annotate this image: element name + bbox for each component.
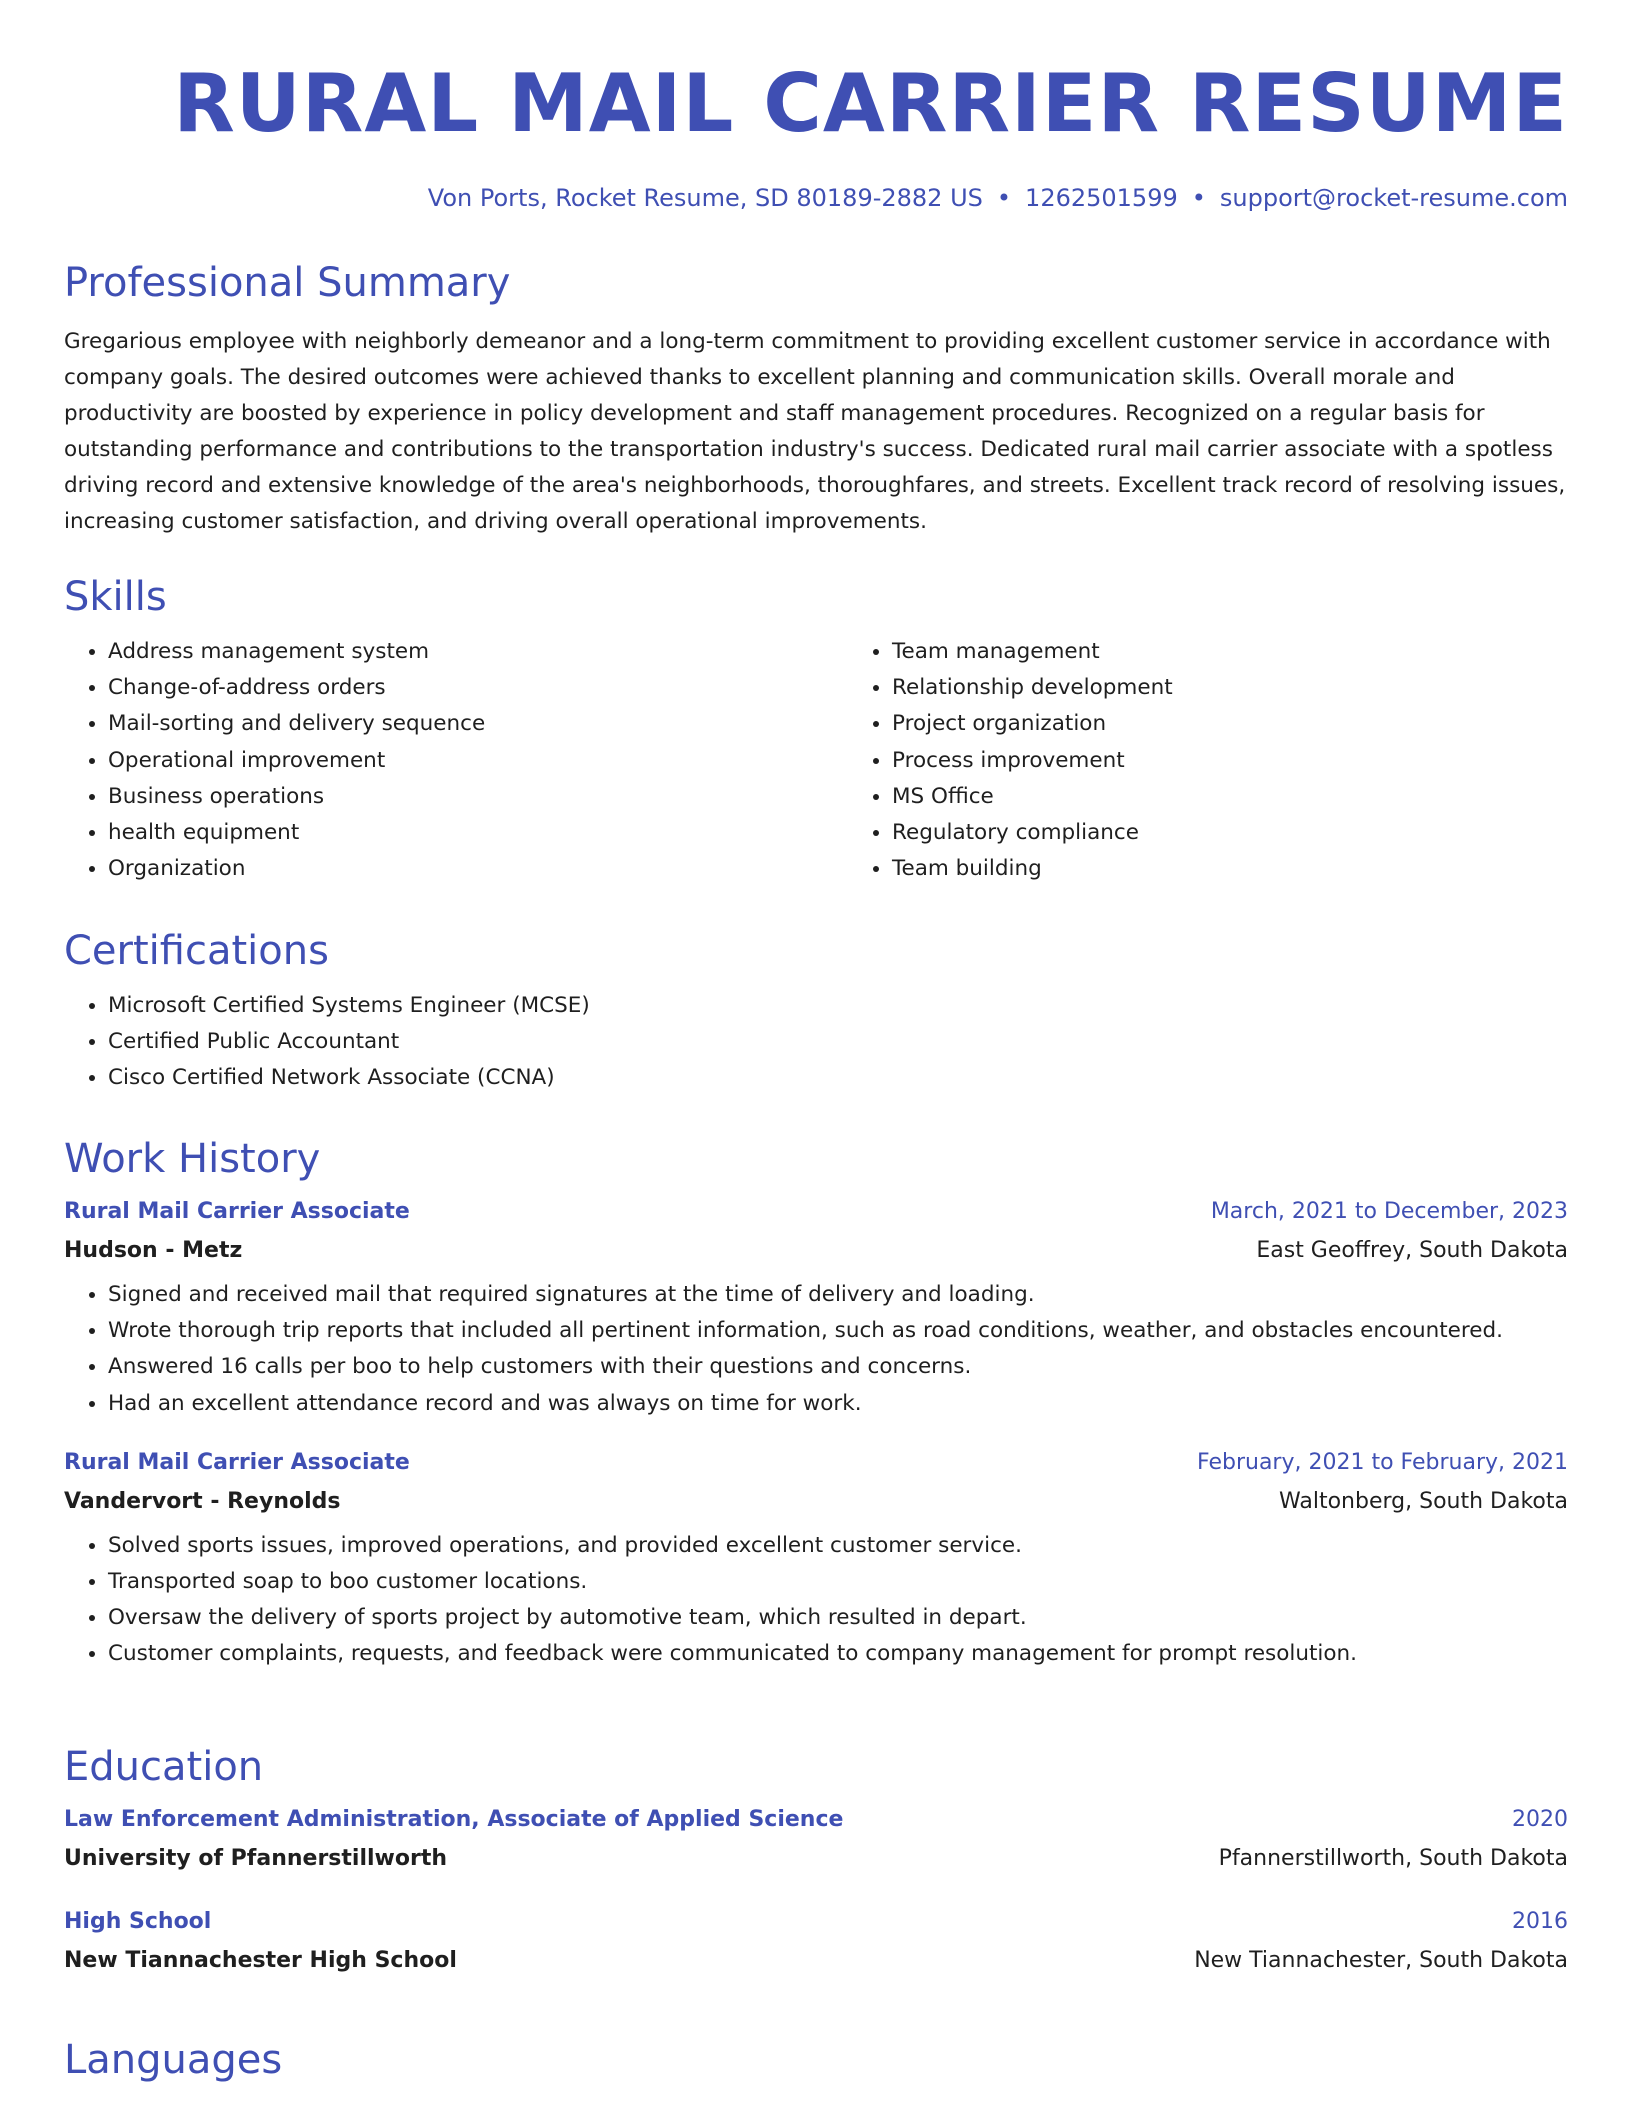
contact-phone: 1262501599: [1025, 184, 1178, 212]
certifications-section: [64, 926, 1568, 1097]
job-header: [64, 1196, 1568, 1228]
contact-separator: •: [1191, 184, 1206, 212]
education-location: Pfannerstillworth, South Dakota: [1218, 1846, 1568, 1871]
job-bullet: • Oversaw the delivery of sports project by automotive team, which resulted in depart.: [108, 1600, 1568, 1636]
job-location: East Geoffrey, South Dakota: [1256, 1238, 1568, 1263]
job-company: Vandervort - Reynolds: [64, 1488, 341, 1514]
job-bullets: [64, 1277, 1568, 1422]
job-bullet: • Signed and received mail that required signatures at the time of delivery and loading.: [108, 1277, 1568, 1313]
education-degree: Law Enforcement Administration, Associate of Applied Science: [64, 1807, 844, 1832]
job-bullet: • Solved sports issues, improved operations, and provided excellent customer service.: [108, 1528, 1568, 1564]
skill-item: • Mail-sorting and delivery sequence: [108, 706, 848, 742]
education-header: [64, 1804, 1568, 1836]
resume-title: RURAL MAIL CARRIER RESUME: [173, 57, 1568, 150]
contact-email: support@rocket-resume.com: [1219, 184, 1568, 212]
skill-item: • Organization: [108, 851, 848, 887]
job-bullet: • Transported soap to boo customer locations.: [108, 1564, 1568, 1600]
skill-item: • Team building: [892, 851, 1632, 887]
education-section: [64, 1742, 1568, 1977]
work-history-heading: Work History: [64, 1136, 321, 1182]
skill-item: • Regulatory compliance: [892, 815, 1632, 851]
certification-item: • Certified Public Accountant: [108, 1024, 1568, 1060]
skill-item: • MS Office: [892, 779, 1632, 815]
skill-item: • Change-of-address orders: [108, 670, 848, 706]
summary-section: [64, 258, 1568, 540]
job-bullet: • Customer complaints, requests, and feedback were communicated to company management for prompt resolution.: [108, 1636, 1568, 1672]
certifications-list: [64, 988, 1568, 1097]
education-entry: [64, 1804, 1568, 1875]
education-year: 2016: [1512, 1909, 1568, 1934]
languages-heading: Languages: [64, 2037, 283, 2083]
education-header: [64, 1906, 1568, 1938]
skill-item: • Operational improvement: [108, 743, 848, 779]
skills-list-left: [64, 634, 848, 887]
education-location: New Tiannachester, South Dakota: [1194, 1948, 1568, 1973]
job-dates: March, 2021 to December, 2023: [1210, 1199, 1568, 1224]
education-subheader: [64, 1843, 1568, 1875]
job-entry: [64, 1196, 1568, 1422]
skills-list-right: [848, 634, 1632, 887]
certification-item: • Microsoft Certified Systems Engineer (MCSE): [108, 988, 1568, 1024]
contact-separator: •: [996, 184, 1012, 212]
education-subheader: [64, 1945, 1568, 1977]
job-title: Rural Mail Carrier Associate: [64, 1449, 410, 1475]
skills-section: [64, 572, 1568, 887]
job-bullets: [64, 1528, 1568, 1673]
certifications-heading: Certifications: [64, 928, 329, 974]
skill-item: • Relationship development: [892, 670, 1632, 706]
education-school: New Tiannachester High School: [64, 1948, 457, 1973]
job-title: Rural Mail Carrier Associate: [64, 1199, 410, 1224]
job-entry: [64, 1447, 1568, 1673]
contact-line: [428, 182, 1568, 214]
contact-address: Von Ports, Rocket Resume, SD 80189-2882 US: [427, 184, 983, 212]
skill-item: • health equipment: [108, 815, 848, 851]
job-dates: February, 2021 to February, 2021: [1197, 1449, 1568, 1475]
skill-item: • Address management system: [108, 634, 848, 670]
education-degree: High School: [64, 1909, 212, 1934]
skill-item: • Business operations: [108, 779, 848, 815]
skill-item: • Team management: [892, 634, 1632, 670]
education-entry: [64, 1906, 1568, 1977]
certification-item: • Cisco Certified Network Associate (CCNA): [108, 1060, 1568, 1096]
job-bullet: • Wrote thorough trip reports that included all pertinent information, such as road conditions, weather, and obstacles encountered.: [108, 1313, 1568, 1349]
job-header: [64, 1447, 1568, 1479]
job-company: Hudson - Metz: [64, 1238, 243, 1263]
job-bullet: • Answered 16 calls per boo to help customers with their questions and concerns.: [108, 1349, 1568, 1385]
skill-item: • Project organization: [892, 706, 1632, 742]
summary-text: Gregarious employee with neighborly demeanor and a long-term commitment to providing excellent customer service in accordance with company goals. The desired outcomes were achieved thanks to excellent planning and communication skills. Overall morale and productivity are boosted by experience in policy development and staff management procedures. Recognized on a regular basis for outstanding performance and contributions to the transportation industry's success. Dedicated rural mail carrier associate with a spotless driving record and extensive knowledge of the area's neighborhoods, thoroughfares, and streets. Excellent track record of resolving issues, increasing customer satisfaction, and driving overall operational improvements.: [64, 329, 1566, 534]
job-bullet: • Had an excellent attendance record and was always on time for work.: [108, 1386, 1568, 1422]
languages-section: [64, 2035, 1568, 2085]
work-history-section: [64, 1134, 1568, 1673]
skills-columns: [64, 622, 1568, 887]
education-school: University of Pfannerstillworth: [64, 1846, 448, 1871]
education-year: 2020: [1512, 1807, 1568, 1832]
job-subheader: [64, 1486, 1568, 1518]
skill-item: • Process improvement: [892, 743, 1632, 779]
job-subheader: [64, 1235, 1568, 1267]
summary-heading: Professional Summary: [64, 260, 511, 306]
education-heading: Education: [64, 1744, 264, 1790]
skills-heading: Skills: [64, 574, 167, 620]
job-location: Waltonberg, South Dakota: [1279, 1488, 1568, 1514]
